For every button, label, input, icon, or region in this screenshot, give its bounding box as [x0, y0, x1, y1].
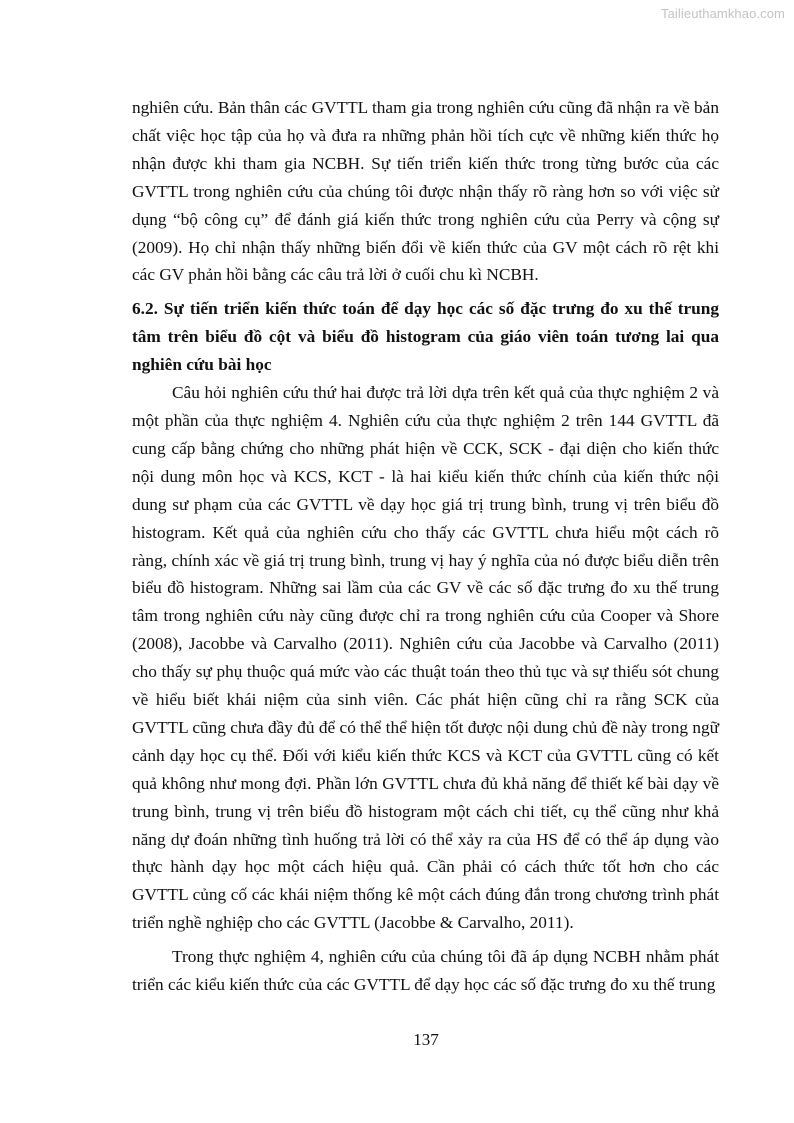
page-number: 137	[413, 1030, 439, 1049]
watermark: Tailieuthamkhao.com	[660, 6, 785, 21]
page-body	[132, 94, 719, 999]
section-heading: 6.2. Sự tiến triển kiến thức toán để dạy học các số đặc trưng đo xu thế trung tâm trên biểu đồ cột và biểu đồ histogram của giáo viên toán tương lai qua nghiên cứu bài học	[132, 299, 719, 375]
paragraph-intro: nghiên cứu. Bản thân các GVTTL tham gia trong nghiên cứu cũng đã nhận ra về bản chất việc học tập của họ và đưa ra những phản hồi tích cực về những kiến thức họ nhận được khi tham gia NCBH. Sự tiến triển kiến thức trong từng bước của các GVTTL trong nghiên cứu của chúng tôi được nhận thấy rõ ràng hơn so với việc sử dụng “bộ công cụ” để đánh giá kiến thức trong nghiên cứu của Perry và cộng sự (2009). Họ chỉ nhận thấy những biến đổi về kiến thức của GV một cách rõ rệt khi các GV phản hồi bằng các câu trả lời ở cuối chu kì NCBH.	[132, 98, 719, 285]
paragraph-research-question: Câu hỏi nghiên cứu thứ hai được trả lời dựa trên kết quả của thực nghiệm 2 và một phần của thực nghiệm 4. Nghiên cứu của thực nghiệm 2 trên 144 GVTTL đã cung cấp bằng chứng cho những phát hiện về CCK, SCK - đại diện cho kiến thức nội dung môn học và KCS, KCT - là hai kiểu kiến thức chính của kiến thức nội dung sư phạm của các GVTTL về dạy học giá trị trung bình, trung vị trên biểu đồ histogram. Kết quả của nghiên cứu cho thấy các GVTTL chưa hiểu một cách rõ ràng, chính xác về giá trị trung bình, trung vị hay ý nghĩa của nó được biểu diễn trên biểu đồ histogram. Những sai lầm của các GV về các số đặc trưng đo xu thế trung tâm trong nghiên cứu này cũng được chỉ ra trong nghiên cứu của Cooper và Shore (2008), Jacobbe và Carvalho (2011). Nghiên cứu của Jacobbe và Carvalho (2011) cho thấy sự phụ thuộc quá mức vào các thuật toán theo thủ tục và sự thiếu sót chung về hiểu biết khái niệm của sinh viên. Các phát hiện cũng chỉ ra rằng SCK của GVTTL cũng chưa đầy đủ để có thể thể hiện tốt được nội dung chủ đề này trong ngữ cảnh dạy học cụ thể. Đối với kiểu kiến thức KCS và KCT của GVTTL cũng có kết quả không như mong đợi. Phần lớn GVTTL chưa đủ khả năng để thiết kế bài dạy về trung bình, trung vị trên biểu đồ histogram một cách chi tiết, cụ thể cũng như khả năng dự đoán những tình huống trả lời có thể xảy ra của HS để có thể áp dụng vào thực hành dạy học một cách hiệu quả. Cần phải có cách thức tốt hơn cho các GVTTL củng cố các khái niệm thống kê một cách đúng đắn trong chương trình phát triển nghề nghiệp cho các GVTTL (Jacobbe & Carvalho, 2011).	[132, 383, 719, 933]
paragraph-experiment-4: Trong thực nghiệm 4, nghiên cứu của chúng tôi đã áp dụng NCBH nhằm phát triển các kiểu kiến thức của các GVTTL để dạy học các số đặc trưng đo xu thế trung	[132, 947, 719, 995]
